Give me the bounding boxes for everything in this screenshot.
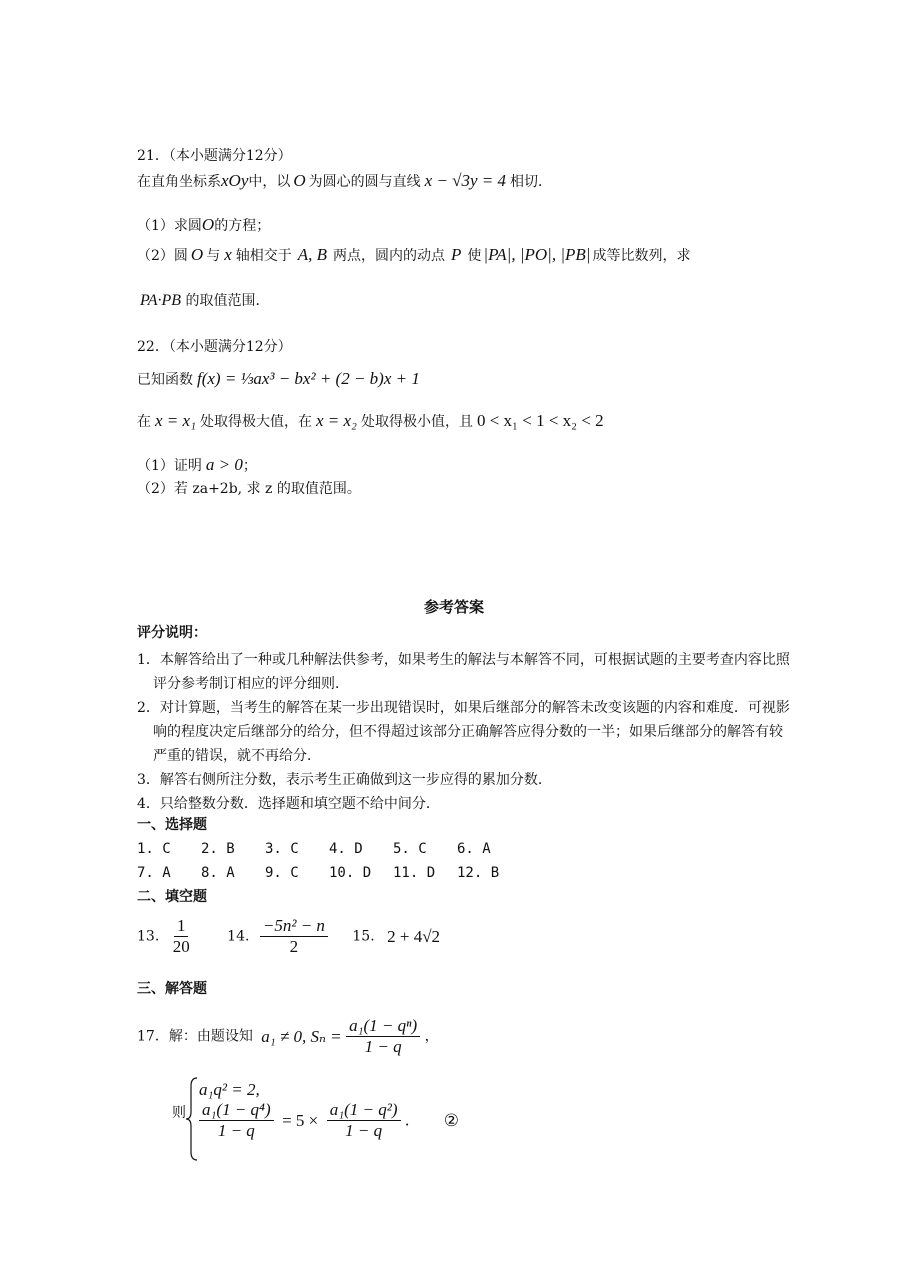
q22-p1-expr: a > 0 (205, 455, 243, 474)
choice-3: 3. C (265, 841, 299, 857)
q17-sn-fraction (346, 1016, 420, 1057)
q21-text-b: 中，以 (248, 174, 291, 190)
choice-6: 6. A (457, 841, 491, 857)
q21-range-expr: PA·PB (140, 292, 182, 309)
fill-14-answer (260, 916, 328, 957)
q17-eq1: a₁q² = 2, (199, 1080, 260, 1099)
section-fill: 二、填空题 (137, 889, 207, 905)
choice-row-1 (137, 840, 521, 858)
note-4: 4．只给整数分数．选择题和填空题不给中间分． (137, 796, 440, 812)
q21-line-eq: x − √3y = 4 (424, 171, 507, 190)
q22-func-expr: f(x) = ⅓ax³ − bx² + (2 − b)x + 1 (197, 369, 420, 388)
q21-statement (137, 172, 552, 191)
q22-function (137, 370, 420, 389)
q21-p2-ab: A, B (297, 245, 328, 264)
q22-cond-c: 处取得极小值，且 (360, 414, 473, 430)
q17-eq2-left-num: a₁(1 − q⁴) (199, 1100, 274, 1121)
choice-8: 8. A (201, 865, 235, 881)
q17-eq2-right-num: a₁(1 − q²) (327, 1100, 401, 1121)
q22-condition (137, 412, 604, 431)
q21-p2-a: （2）圆 (137, 248, 188, 264)
q21-p2-x: x (224, 245, 232, 264)
choice-5: 5. C (393, 841, 427, 857)
q21-text-a: 在直角坐标系 (137, 174, 221, 190)
q21-p2-seq: |PA|, |PO|, |PB| (483, 245, 591, 264)
fill-14-den: 2 (289, 937, 299, 956)
q22-func-label: 已知函数 (137, 372, 193, 388)
fill-15-answer: 2 + 4√2 (387, 926, 441, 946)
q21-range (140, 292, 269, 310)
q17-mark: ② (443, 1110, 459, 1130)
q17-then: 则 (172, 1105, 186, 1121)
q21-p1-o: O (201, 215, 215, 234)
note-1: 1．本解答给出了一种或几种解法供参考，如果考生的解法与本解答不同，可根据试题的主要考查内容比照评分参考制订相应的评分细则． (137, 652, 790, 692)
choice-12: 12. B (457, 865, 500, 881)
q21-p1-a: （1）求圆 (137, 218, 202, 234)
q17-sn-den: 1 − q (364, 1037, 402, 1056)
fill-13-den: 20 (172, 937, 190, 956)
q21-part1 (137, 216, 270, 235)
q21-range-text: 的取值范围． (185, 293, 270, 309)
q21-p2-b: 与 (206, 248, 221, 264)
choice-10: 10. D (329, 865, 372, 881)
note-2: 2．对计算题，当考生的解答在某一步出现错误时，如果后继部分的解答未改变该题的内容和难度．可视影响的程度决定后继部分的给分，但不得超过该部分正确解答应得分数的一半；如果后继部分的解答有较严重的错误，就不再给分． (137, 700, 790, 764)
q21-header: 21．（本小题满分12分） (137, 148, 292, 164)
q21-xoy: xOy (221, 171, 249, 190)
q21-p2-d: 两点，圆内的动点 (333, 248, 446, 264)
section-solution: 三、解答题 (137, 981, 207, 997)
fill-answers (137, 916, 440, 957)
q17-left-brace (185, 1076, 199, 1162)
choice-4: 4. D (329, 841, 363, 857)
q21-text-d: 相切． (510, 174, 553, 190)
q17-eq2 (199, 1100, 459, 1141)
q17-sn-num: a₁(1 − qⁿ) (346, 1016, 420, 1037)
q17-eq2-right (327, 1100, 401, 1141)
q22-part2: （2）若 za+2b, 求 z 的取值范围。 (137, 481, 361, 497)
q17-comma: ， (424, 1028, 439, 1045)
q17-eq2-left-den: 1 − q (217, 1121, 255, 1140)
q22-p1-b: ； (242, 458, 257, 474)
answers-title: 参考答案 (424, 598, 485, 616)
note-3: 3．解答右侧所注分数，表示考生正确做到这一步应得的累加分数． (137, 772, 552, 788)
q21-p2-f: 成等比数列，求 (592, 248, 691, 264)
q22-inequality: 0 < x₁ < 1 < x₂ < 2 (476, 411, 604, 430)
q22-p1-a: （1）证明 (137, 458, 202, 474)
q21-p2-e: 使 (467, 248, 482, 264)
fill-14-number: 14. (227, 928, 250, 945)
q21-p1-b: 的方程； (214, 218, 271, 234)
q21-part2 (137, 246, 690, 265)
q17-eq2-right-den: 1 − q (345, 1121, 383, 1140)
q22-cond-b: 处取得极大值，在 (199, 414, 312, 430)
fill-15-number: 15. (352, 928, 375, 945)
notes-title: 评分说明： (137, 625, 207, 641)
fill-13-num: 1 (174, 916, 189, 937)
q22-x1: x = x₁ (155, 411, 196, 430)
choice-9: 9. C (265, 865, 299, 881)
q22-part1 (137, 456, 257, 475)
choice-11: 11. D (393, 865, 436, 881)
choice-7: 7. A (137, 865, 171, 881)
q17-intro (137, 1016, 439, 1057)
q21-p2-p: P (451, 245, 462, 264)
fill-14-num: −5n² − n (260, 916, 328, 937)
q21-p2-o: O (190, 245, 204, 264)
q17-condition: a₁ ≠ 0, Sₙ = (261, 1026, 342, 1046)
section-choice: 一、选择题 (137, 817, 207, 833)
q22-cond-a: 在 (137, 414, 151, 430)
q21-p2-c: 轴相交于 (235, 248, 292, 264)
choice-1: 1. C (137, 841, 171, 857)
choice-2: 2. B (201, 841, 235, 857)
choice-row-2 (137, 864, 521, 882)
fill-13-number: 13. (137, 928, 160, 945)
q22-header: 22．（本小题满分12分） (137, 339, 292, 355)
q21-text-c: 为圆心的圆与直线 (308, 174, 421, 190)
fill-13-answer (170, 916, 193, 957)
q22-x2: x = x₂ (315, 411, 357, 430)
q17-eq2-left (199, 1100, 274, 1141)
q17-eq2-end: . (404, 1110, 410, 1130)
q21-o: O (293, 171, 306, 190)
q17-intro-text: 17．解：由题设知 (137, 1028, 253, 1045)
q17-eq2-mid: = 5 × (282, 1110, 319, 1130)
